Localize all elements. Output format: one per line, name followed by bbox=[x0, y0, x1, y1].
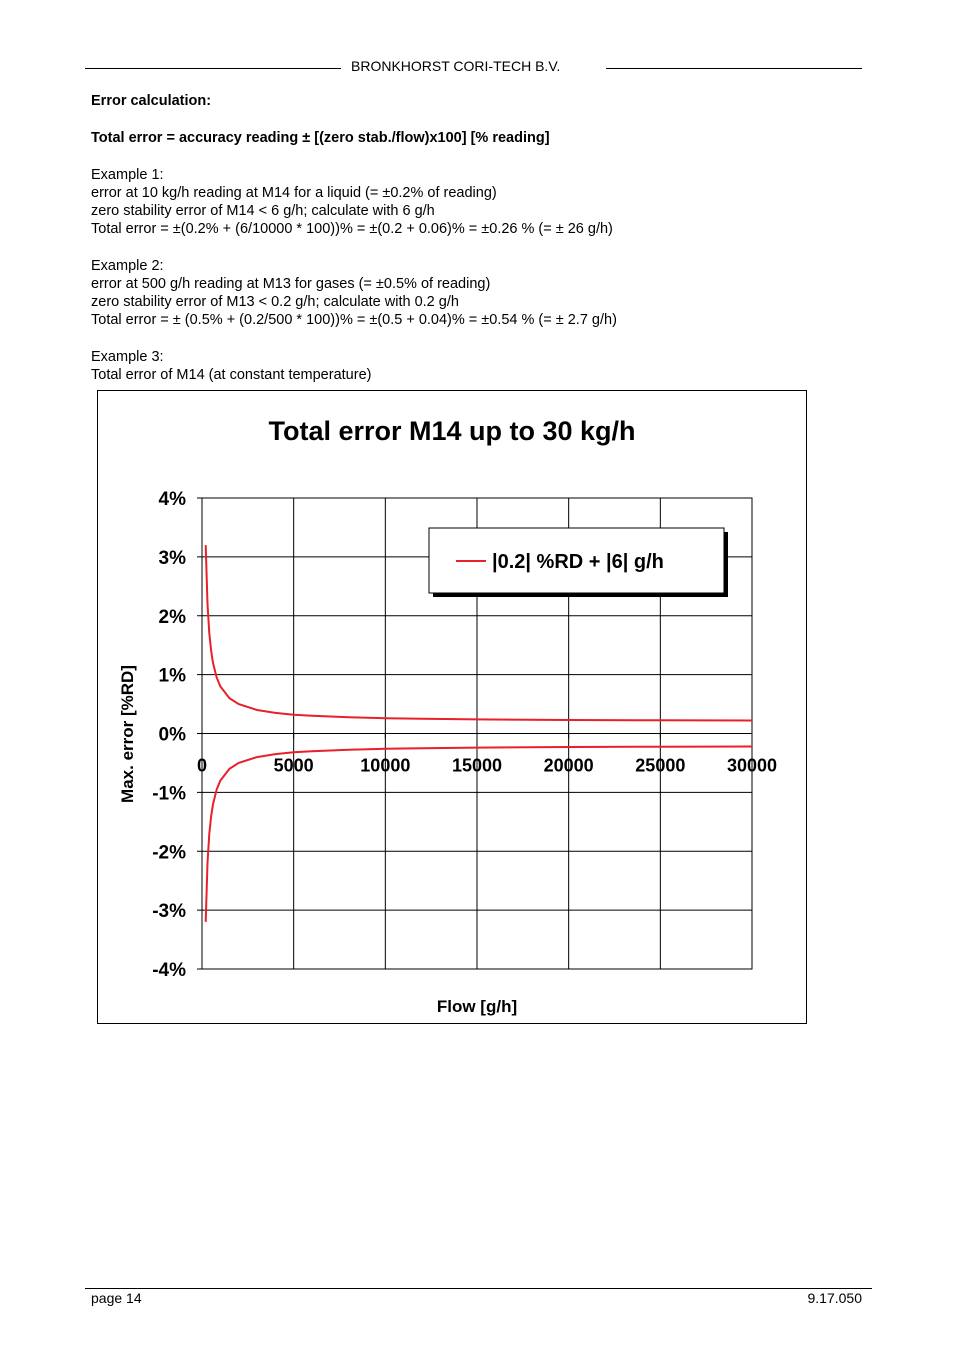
chart-title: Total error M14 up to 30 kg/h bbox=[268, 416, 636, 446]
example1-title: Example 1: bbox=[91, 167, 164, 183]
footer-rule bbox=[85, 1288, 872, 1289]
chart bbox=[98, 391, 806, 1023]
y-tick-label: 3% bbox=[158, 547, 186, 569]
section-heading: Error calculation: bbox=[91, 93, 212, 109]
y-tick-label: 1% bbox=[158, 665, 186, 687]
y-tick-label: -1% bbox=[152, 783, 186, 805]
footer-page-number: page 14 bbox=[91, 1290, 142, 1306]
legend-label: |0.2| %RD + |6| g/h bbox=[492, 551, 664, 573]
error-formula: Total error = accuracy reading ± [(zero stab./flow)x100] [% reading] bbox=[91, 130, 550, 146]
example3-line1: Total error of M14 (at constant temperature) bbox=[91, 367, 372, 383]
y-tick-label: 2% bbox=[158, 606, 186, 628]
y-tick-label: 4% bbox=[158, 489, 186, 510]
example2-line2: zero stability error of M13 < 0.2 g/h; calculate with 0.2 g/h bbox=[91, 294, 459, 310]
example1-line2: zero stability error of M14 < 6 g/h; calculate with 6 g/h bbox=[91, 203, 435, 219]
x-axis-label: Flow [g/h] bbox=[436, 997, 518, 1016]
example2-line3: Total error = ± (0.5% + (0.2/500 * 100))% = ±(0.5 + 0.04)% = ±0.54 % (= ± 2.7 g/h) bbox=[91, 312, 617, 328]
x-tick-label: 5000 bbox=[273, 755, 314, 776]
y-tick-label: -2% bbox=[152, 842, 186, 864]
legend bbox=[429, 528, 728, 597]
x-tick-label: 20000 bbox=[543, 755, 594, 776]
example1-line3: Total error = ±(0.2% + (6/10000 * 100))% = ±(0.2 + 0.06)% = ±0.26 % (= ± 26 g/h) bbox=[91, 221, 613, 237]
header-company: BRONKHORST CORI-TECH B.V. bbox=[351, 58, 561, 74]
x-tick-label: 10000 bbox=[360, 755, 411, 776]
x-tick-label: 15000 bbox=[451, 755, 503, 776]
example1-line1: error at 10 kg/h reading at M14 for a liquid (= ±0.2% of reading) bbox=[91, 185, 497, 201]
example2-line1: error at 500 g/h reading at M13 for gases (= ±0.5% of reading) bbox=[91, 276, 491, 292]
header-rule-left bbox=[85, 68, 341, 69]
footer-doc-number: 9.17.050 bbox=[807, 1290, 862, 1306]
y-axis-label: Max. error [%RD] bbox=[118, 665, 137, 803]
example3-title: Example 3: bbox=[91, 349, 164, 365]
example2-title: Example 2: bbox=[91, 258, 164, 274]
x-tick-label: 30000 bbox=[726, 755, 778, 776]
y-tick-label: -4% bbox=[152, 960, 186, 981]
y-tick-label: -3% bbox=[152, 901, 186, 923]
y-tick-label: 0% bbox=[158, 724, 186, 746]
header-rule-right bbox=[606, 68, 862, 69]
chart-frame bbox=[97, 390, 807, 1024]
x-tick-label: 0 bbox=[196, 755, 208, 776]
x-tick-label: 25000 bbox=[635, 755, 686, 776]
